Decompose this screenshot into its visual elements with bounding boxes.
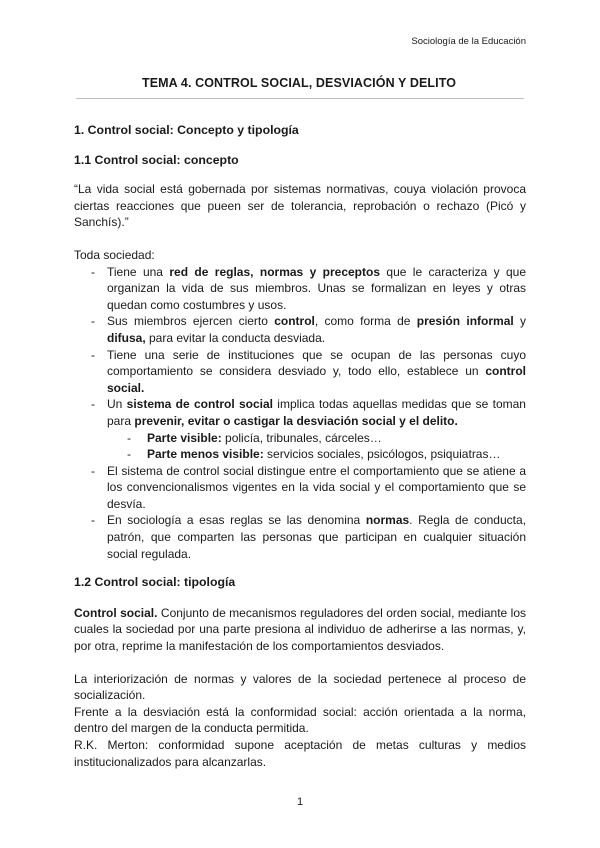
society-traits-list — [74, 264, 526, 563]
list-item: - El sistema de control social distingue entre el comportamiento que se atiene a los convencionalismos vigentes en la vida social y el comportamiento que se desvía. — [91, 463, 526, 511]
dash-bullet: - — [91, 397, 95, 412]
dash-bullet: - — [127, 430, 131, 445]
list-item: - Parte visible: policía, tribunales, cárceles… — [127, 430, 382, 445]
dash-bullet: - — [91, 463, 95, 478]
list-item: - Sus miembros ejercen cierto control, como forma de presión informal y difusa, para evitar la conducta desviada. — [91, 314, 526, 345]
section-1-1-heading: 1.1 Control social: concepto — [74, 152, 239, 167]
list-intro: Toda sociedad: — [74, 247, 155, 262]
control-parts-sublist — [107, 430, 526, 463]
definition-term: Control social. — [74, 605, 158, 620]
title-divider — [76, 98, 524, 99]
page-number: 1 — [296, 796, 304, 808]
intro-quote: “La vida social está gobernada por sistemas normativas, couya violación provoca ciertas reacciones que pueen ser de tolerancia, reprobación o rechazo (Picó y Sanchís).” — [74, 182, 526, 230]
list-item: - Un sistema de control social implica todas aquellas medidas que se toman para prevenir, evitar o castigar la desviación social y el delito. - Parte visible: policía, tribunales, cárceles… - Parte menos visible: servicios sociales, psicólogos, psiquiatras… — [91, 397, 526, 462]
paragraph: Frente a la desviación está la conformidad social: acción orientada a la norma, dentro del margen de la conducta permitida. — [74, 704, 526, 736]
dash-bullet: - — [91, 347, 95, 362]
page-title: TEMA 4. CONTROL SOCIAL, DESVIACIÓN Y DELITO — [141, 76, 457, 90]
section-1-heading: 1. Control social: Concepto y tipología — [74, 123, 299, 137]
list-item: - Parte menos visible: servicios sociales, psicólogos, psiquiatras… — [127, 447, 501, 462]
list-item: - Tiene una serie de instituciones que se ocupan de las personas cuyo comportamiento se considera desviado y, todo ello, establece un control social. — [91, 347, 526, 395]
list-item: - En sociología a esas reglas se las denomina normas. Regla de conducta, patrón, que comparten las personas que participan en cualquier situación social regulada. — [91, 513, 526, 561]
dash-bullet: - — [91, 513, 95, 528]
section-1-2-heading: 1.2 Control social: tipología — [74, 575, 236, 590]
dash-bullet: - — [127, 447, 131, 462]
list-item: - Tiene una red de reglas, normas y preceptos que le caracteriza y que organizan la vida de sus miembros. Unas se formalizan en leyes y otras quedan como costumbres y usos. — [91, 264, 526, 312]
running-header: Sociología de la Educación — [411, 36, 526, 47]
document-body — [74, 122, 526, 770]
paragraph: La interiorización de normas y valores de la sociedad pertenece al proceso de socialización. — [74, 671, 526, 703]
paragraph: R.K. Merton: conformidad supone aceptación de metas culturas y medios institucionalizados para alcanzarlas. — [74, 738, 526, 769]
definition-paragraph: Control social. Conjunto de mecanismos reguladores del orden social, mediante los cuales la sociedad por una parte presiona al individuo de adherirse a las normas, y, por otra, reprime la manifestación de los comportamientos desviados. — [74, 605, 527, 654]
dash-bullet: - — [91, 314, 95, 329]
dash-bullet: - — [91, 264, 95, 279]
